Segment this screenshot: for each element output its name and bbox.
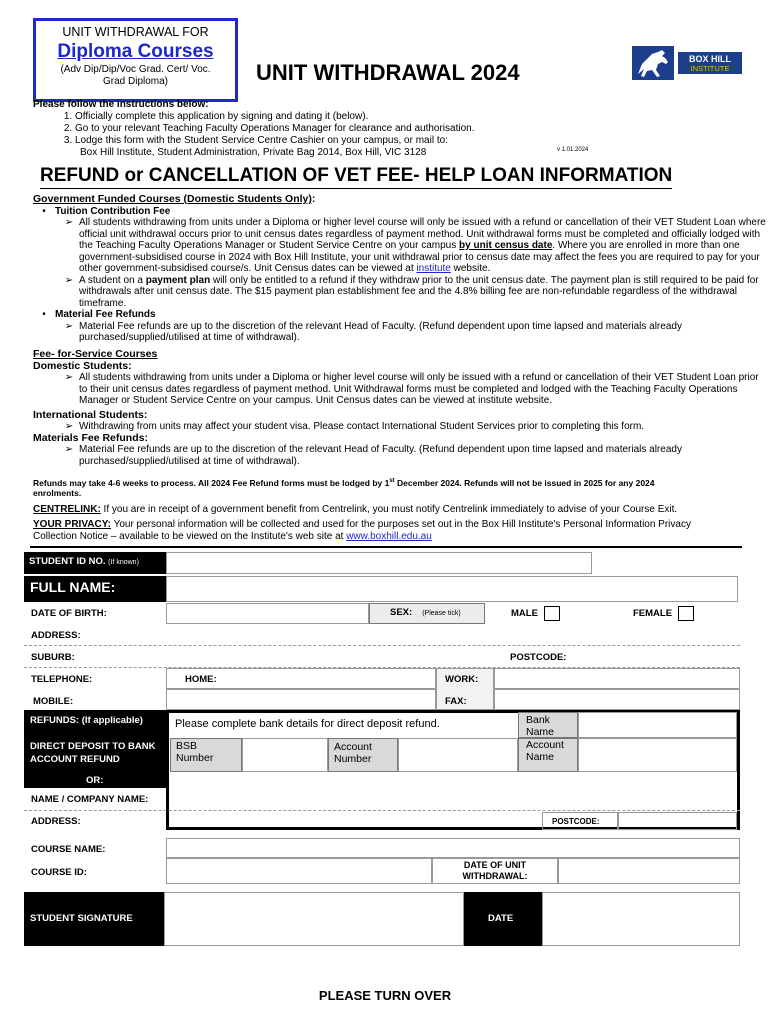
account-name-label: Account Name (518, 738, 578, 772)
instructions (33, 99, 733, 159)
female-checkbox[interactable] (678, 606, 694, 621)
logo-text-top: BOX HILL (689, 54, 731, 64)
refund-postcode-label: POSTCODE: (542, 812, 618, 830)
name-company-label: NAME / COMPANY NAME: (31, 794, 149, 805)
account-number-field[interactable] (398, 738, 518, 772)
fax-field[interactable] (494, 689, 740, 710)
form-type-line1: UNIT WITHDRAWAL FOR (62, 25, 209, 39)
bsb-field[interactable] (242, 738, 328, 772)
arrow-bullet-icon: ➢ (64, 320, 74, 332)
bullet-icon: • (42, 205, 46, 217)
form-type-box (33, 18, 238, 102)
instructions-heading: Please follow the instructions below: (33, 99, 209, 110)
divider (24, 645, 740, 646)
privacy-note: YOUR PRIVACY: Your personal information will be collected and used for the purposes set out in the Box Hill Institute's Personal Information Privacy Collection Notice – available to be viewed on the Institute's web site at www.boxhill.edu.au (33, 519, 691, 542)
fax-label: FAX: (445, 696, 467, 707)
bank-details-note: Please complete bank details for direct deposit refund. (175, 718, 440, 730)
arrow-bullet-icon: ➢ (64, 372, 74, 383)
work-phone-field[interactable] (494, 668, 740, 689)
please-turn-over: PLEASE TURN OVER (318, 988, 452, 1003)
ffs-international-heading: International Students: (33, 408, 148, 421)
list-item: 3. Lodge this form with the Student Service Centre Cashier on your campus, or mail to: (75, 135, 733, 147)
horse-logo-icon (632, 44, 744, 82)
student-signature-field[interactable] (164, 892, 464, 946)
gov-heading: Government Funded Courses (Domestic Students Only) (33, 193, 312, 205)
logo-text-bottom: INSTITUTE (690, 64, 730, 73)
date-of-withdrawal-label: DATE OF UNIT WITHDRAWAL: (432, 858, 558, 884)
refund-timing-note: Refunds may take 4-6 weeks to process. All 2024 Fee Refund forms must be lodged by 1st December 2024. Refunds will not be issued in 2025 for any 2024 enrolments. (33, 477, 655, 498)
account-name-field[interactable] (578, 738, 737, 772)
direct-deposit-label: DIRECT DEPOSIT TO BANK ACCOUNT REFUND (24, 734, 166, 774)
fee-for-service-section (33, 349, 768, 467)
full-name-field[interactable] (166, 576, 738, 602)
arrow-bullet-icon: ➢ (64, 421, 74, 432)
student-signature-label: STUDENT SIGNATURE (24, 892, 164, 946)
full-name-label: FULL NAME: (24, 576, 166, 602)
boxhill-website-link[interactable]: www.boxhill.edu.au (346, 530, 432, 542)
or-label: OR: (24, 774, 166, 788)
work-label: WORK: (445, 674, 479, 685)
box-hill-logo (632, 44, 744, 82)
version-label: v 1.01.2024 (557, 147, 589, 153)
refunds-label: REFUNDS: (If applicable) (24, 710, 166, 734)
home-label: HOME: (185, 674, 217, 685)
arrow-bullet-icon: ➢ (64, 217, 74, 228)
bank-name-field[interactable] (578, 712, 737, 738)
tuition-item-2: A student on a payment plan will only be entitled to a refund if they withdraw prior to the unit census date. The payment plan is still required to be paid for withdrawals after unit census date. The $15 payment plan establishment fee and the 4.8% billing fee are non-refundable regardless of the withdrawal timeframe. (79, 274, 759, 309)
male-checkbox[interactable] (544, 606, 560, 621)
refund-address-label: ADDRESS: (31, 816, 81, 827)
mailing-address: Box Hill Institute, Student Administration, Private Bag 2014, Box Hill, VIC 3128 (80, 147, 427, 158)
form-type-subtitle: (Adv Dip/Dip/Voc Grad. Cert/ Voc. Grad Diploma) (60, 64, 211, 87)
list-item: 1. Officially complete this application by signing and dating it (below). (75, 111, 733, 123)
government-funded-section (33, 194, 768, 344)
date-of-withdrawal-field[interactable] (558, 858, 740, 884)
account-number-label: Account Number (328, 738, 398, 772)
postcode-label: POSTCODE: (510, 652, 567, 663)
ffs-domestic-heading: Domestic Students: (33, 359, 132, 372)
ffs-international-item: Withdrawing from units may affect your student visa. Please contact International Student Services prior to completing this form. (79, 421, 645, 432)
student-id-label: STUDENT ID NO. (If known) (24, 552, 166, 574)
refund-section-title: REFUND or CANCELLATION OF VET FEE- HELP LOAN INFORMATION (40, 164, 672, 189)
ffs-materials-heading: Materials Fee Refunds: (33, 431, 148, 444)
telephone-label: TELEPHONE: (31, 674, 93, 685)
home-phone-field[interactable] (166, 668, 436, 689)
ffs-domestic-item: All students withdrawing from units under a Diploma or higher level course will only be issued with a refund or cancellation of their VET Student Loan prior to their unit census dates regardless of payment method. Unit Withdrawal forms must be completed and lodged with the Teaching Faculty Operations Manager or Student Service Centre on your campus. Unit Census dates can be viewed at institute website. (79, 372, 759, 406)
mobile-label: MOBILE: (33, 696, 74, 707)
course-id-field[interactable] (166, 858, 432, 884)
centrelink-note: CENTRELINK: If you are in receipt of a government benefit from Centrelink, you must notify Centrelink immediately to advise of your Course Exit. (33, 504, 678, 515)
sex-label-cell: SEX: (Please tick) (369, 603, 485, 624)
divider (24, 810, 740, 811)
form-type-title: Diploma Courses (57, 41, 214, 62)
signature-date-field[interactable] (542, 892, 740, 946)
refund-postcode-field[interactable] (618, 812, 737, 830)
date-label: DATE (464, 892, 542, 946)
male-option: MALE (511, 606, 560, 621)
work-fax-label-cell (436, 668, 494, 710)
student-id-field[interactable] (166, 552, 592, 574)
ffs-materials-item: Material Fee refunds are up to the discretion of the relevant Head of Faculty. (Refund dependent upon time lapsed and materials already purchased/supplied/utilised at time of withdrawal). (79, 444, 682, 467)
divider (30, 546, 742, 548)
arrow-bullet-icon: ➢ (64, 274, 74, 286)
dob-field[interactable] (166, 603, 369, 624)
bullet-icon: • (42, 309, 46, 320)
page-title: UNIT WITHDRAWAL 2024 (256, 60, 520, 85)
ffs-heading: Fee- for-Service Courses (33, 348, 158, 360)
bsb-label: BSB Number (170, 738, 242, 772)
gov-heading-suffix: : (311, 193, 316, 205)
suburb-label: SUBURB: (31, 652, 75, 663)
female-option: FEMALE (633, 606, 694, 621)
mobile-field[interactable] (166, 689, 436, 710)
bank-name-label: Bank Name (518, 712, 578, 738)
dob-label: DATE OF BIRTH: (31, 608, 107, 619)
tuition-item-1: All students withdrawing from units under a Diploma or higher level course will only be issued with a refund or cancellation of their VET Student Loan where official unit withdrawal occurs prior to unit census dates regardless of payment method. Unit withdrawal forms must be completed and officially lodged with the Teaching Faculty Operations Manager or Student Service Centre on your campus by unit census date. Where you are enrolled in more than one government-subsidised course in 2024 with Box Hill Institute, your unit withdrawal prior to census date may affect the fees you are required to pay for your other government-subsidised course/s. Unit Census dates can be viewed at institute website. (79, 217, 766, 274)
course-name-field[interactable] (166, 838, 740, 858)
instructions-list (33, 111, 733, 147)
institute-link[interactable]: institute (416, 263, 451, 274)
address-label: ADDRESS: (31, 630, 81, 641)
arrow-bullet-icon: ➢ (64, 444, 74, 455)
material-heading: Material Fee Refunds (55, 309, 156, 320)
tuition-heading: Tuition Contribution Fee (55, 205, 171, 217)
list-item: 2. Go to your relevant Teaching Faculty Operations Manager for clearance and authorisation. (75, 123, 733, 135)
course-id-label: COURSE ID: (31, 867, 87, 878)
course-name-label: COURSE NAME: (31, 844, 106, 855)
material-item: Material Fee refunds are up to the discretion of the relevant Head of Faculty. (Refund dependent upon time lapsed and materials already purchased/supplied/utilised at time of withdrawal). (79, 320, 682, 343)
